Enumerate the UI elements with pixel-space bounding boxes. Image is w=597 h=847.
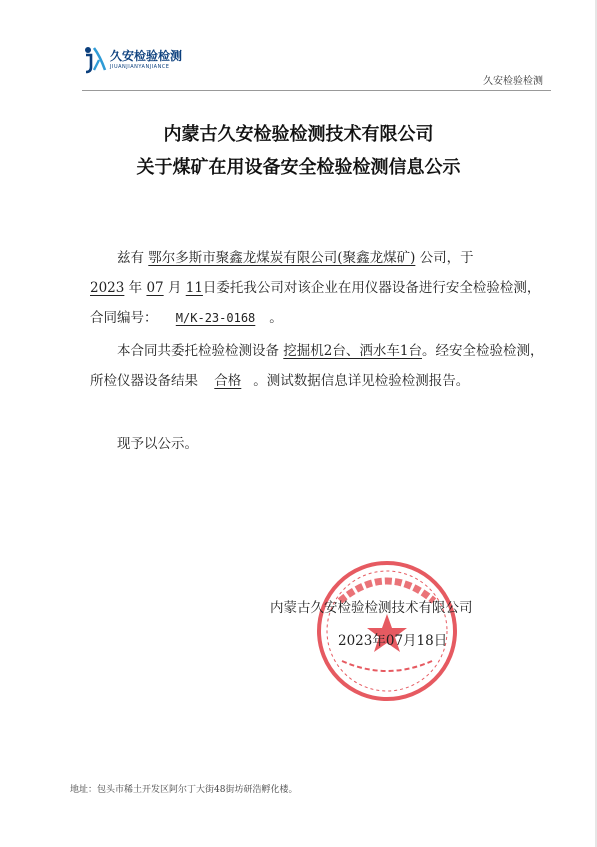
text: 日委托我公司对该企业在用仪器设备进行安全检验检测，合同编号：: [90, 280, 541, 326]
entrust-year: 2023: [90, 280, 125, 296]
paragraph-announcement: [90, 429, 550, 459]
text: 本合同共委托检验检测设备: [117, 343, 279, 359]
document-title-line1: 内蒙古久安检验检测技术有限公司: [163, 124, 434, 145]
footer-address: 地址：包头市稀土开发区阿尔丁大街48街坊研浩孵化楼。: [70, 785, 298, 795]
text: 公司，于: [419, 250, 474, 266]
text: 年: [128, 280, 143, 296]
text: 。: [269, 310, 283, 326]
entrust-month: 07: [146, 280, 164, 296]
paragraph-equipment-result: [90, 336, 550, 396]
contract-number: M/K-23-0168: [175, 311, 256, 325]
text: 。经安全检验检测，所检仪器设备结果: [90, 343, 544, 389]
client-company: 鄂尔多斯市聚鑫龙煤炭有限公司(聚鑫龙煤矿): [148, 250, 416, 266]
text: 现予以公示。: [117, 436, 198, 452]
signing-company: 内蒙古久安检验检测技术有限公司: [270, 600, 473, 616]
company-logo: [83, 44, 198, 74]
paragraph-entrustment: [90, 243, 550, 333]
logo-mark-icon: [83, 44, 107, 74]
header-label: 久安检验检测: [483, 76, 543, 87]
document-title-line2: 关于煤矿在用设备安全检验检测信息公示: [136, 157, 461, 178]
logo-text: 久安检验检测: [110, 49, 183, 63]
signing-date: 2023年07月18日: [338, 633, 448, 649]
equipment-list: 挖掘机2台、洒水车1台: [283, 343, 422, 359]
text: 兹有: [117, 250, 144, 266]
inspection-result: 合格: [214, 373, 242, 389]
text: 月: [167, 280, 182, 296]
header-divider: [82, 90, 551, 91]
signature-block: [270, 592, 473, 658]
logo-subtext: JIUANJIANYANJIANCE: [110, 64, 170, 70]
text: 。测试数据信息详见检验检测报告。: [253, 373, 470, 389]
entrust-day: 11: [185, 280, 203, 296]
